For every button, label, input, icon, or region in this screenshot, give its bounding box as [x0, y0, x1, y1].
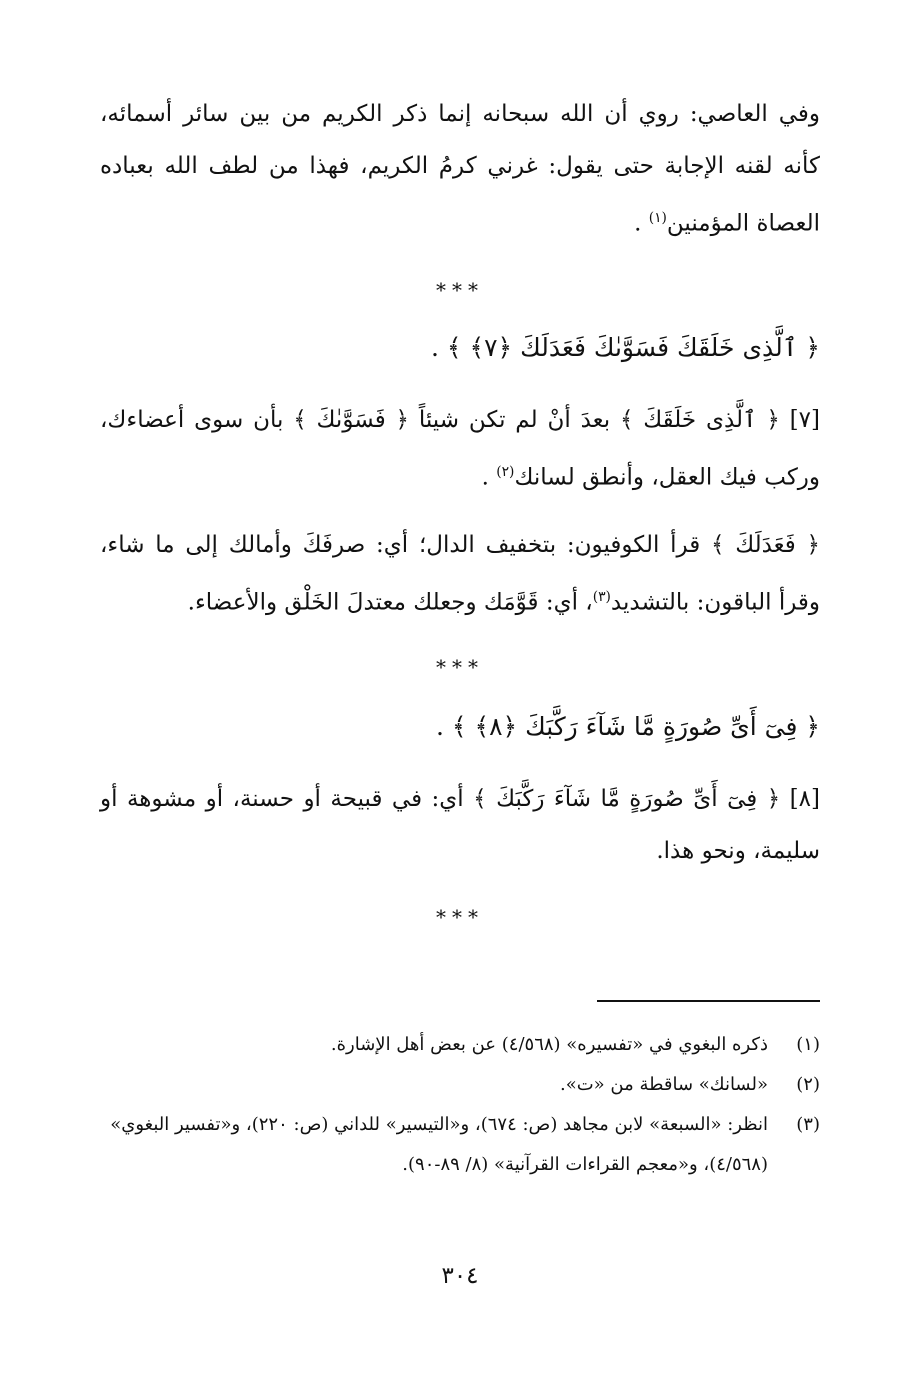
footnote-ref-3[interactable]: (٣) — [592, 589, 611, 606]
footnote-1 — [100, 1025, 820, 1065]
paragraph-2: [٧] ﴿ ٱلَّذِى خَلَقَكَ ﴾ بعدَ أنْ لم تكن شيئاً ﴿ فَسَوَّىٰكَ ﴾ بأن سوى أعضاءك، وركب فيك العقل، وأنطق لسانك$^{(٢)}$ . — [100, 406, 820, 491]
paragraph-4: [٨] ﴿ فِىٓ أَىِّ صُورَةٍ مَّا شَآءَ رَكَّبَكَ ﴾ أي: في قبيحة أو حسنة، أو مشوهة أو سليمة، ونحو هذا. — [100, 785, 820, 864]
footnote-text: انظر: «السبعة» لابن مجاهد (ص: ٦٧٤)، و«التيسير» للداني (ص: ٢٢٠)، و«تفسير البغوي» (٤/٥٦٨)، و«معجم القراءات القرآنية» (٨/ ٨٩-٩٠). — [110, 1114, 768, 1175]
paragraph-3: ﴿ فَعَدَلَكَ ﴾ قرأ الكوفيون: بتخفيف الدال؛ أي: صرفَكَ وأمالك إلى ما شاء، وقرأ الباقون: بالتشديد$^{(٣)}$، أي: قَوَّمَك وجعلك معتدلَ الخَلْق والأعضاء. — [100, 532, 820, 616]
footnote-2 — [100, 1065, 820, 1105]
footnotes — [100, 1025, 820, 1185]
footnote-separator — [597, 1000, 820, 1002]
page-number: ٣٠٤ — [441, 1263, 479, 1289]
paragraph-1: وفي العاصي: روي أن الله سبحانه إنما ذكر الكريم من بين سائر أسمائه، كأنه لقنه الإجابة حتى يقول: غرني كرمُ الكريم، فهذا من لطف الله بعباده العصاة المؤمنين$^{(١)}$ . — [100, 101, 820, 237]
section-divider-1: *** — [436, 277, 484, 302]
footnote-text: ذكره البغوي في «تفسيره» (٤/٥٦٨) عن بعض أهل الإشارة. — [330, 1034, 768, 1055]
footnote-ref-1[interactable]: (١) — [648, 210, 667, 226]
footnote-ref-2[interactable]: (٢) — [496, 463, 515, 480]
footnote-3 — [100, 1105, 820, 1185]
section-divider-2: *** — [436, 654, 484, 679]
section-divider-3: *** — [436, 904, 484, 929]
footnote-number: (٣) — [796, 1114, 820, 1135]
footnote-number: (٢) — [796, 1074, 820, 1095]
page-body — [100, 88, 820, 929]
footnote-text: «لسانك» ساقطة من «ت». — [559, 1074, 768, 1095]
footnote-number: (١) — [796, 1034, 820, 1055]
verse-8: ﴿ فِىٓ أَىِّ صُورَةٍ مَّا شَآءَ رَكَّبَكَ ﴿٨﴾ ﴾ . — [435, 711, 820, 741]
verse-7: ﴿ ٱلَّذِى خَلَقَكَ فَسَوَّىٰكَ فَعَدَلَكَ ﴿٧﴾ ﴾ . — [430, 332, 820, 362]
